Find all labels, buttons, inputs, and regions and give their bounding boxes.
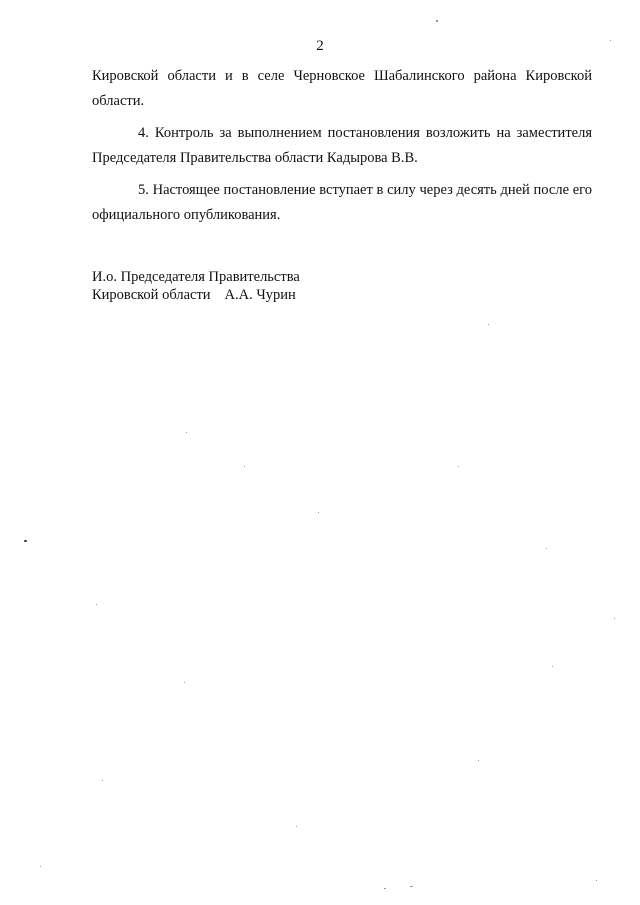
paragraph-continuation: Кировской области и в селе Черновское Шабалинского района Кировской области.	[92, 68, 592, 109]
scan-speck	[488, 324, 489, 325]
scan-speck	[546, 548, 547, 549]
paragraph-item-4: 4. Контроль за выполнением постановления возложить на заместителя Председателя Правительства области Кадырова В.В.	[92, 125, 592, 166]
scan-speck	[458, 466, 459, 467]
page-number: 2	[316, 38, 324, 54]
scan-speck	[102, 780, 103, 781]
signatory-region: Кировской области	[92, 287, 211, 303]
scan-speck	[186, 432, 187, 433]
scan-speck	[24, 540, 27, 542]
signatory-name: А.А. Чурин	[224, 287, 296, 303]
scan-speck	[318, 512, 319, 513]
scan-speck	[596, 880, 597, 881]
scan-speck	[96, 604, 97, 605]
scan-speck	[244, 466, 245, 467]
scan-speck	[184, 682, 185, 683]
document-body	[92, 64, 592, 235]
scan-speck	[40, 866, 41, 867]
scan-speck	[436, 20, 438, 22]
scan-speck	[296, 826, 297, 827]
scan-speck	[610, 40, 611, 41]
scan-speck	[410, 886, 413, 887]
signatory-title-line-1: И.о. Председателя Правительства	[92, 269, 300, 285]
scan-speck	[552, 666, 553, 667]
paragraph-item-5: 5. Настоящее постановление вступает в силу через десять дней после его официального опубликования.	[92, 182, 592, 223]
scan-speck	[614, 618, 615, 619]
signature-block	[92, 268, 492, 304]
scan-speck	[384, 888, 386, 889]
scan-speck	[478, 760, 479, 761]
signatory-title-line-2	[92, 286, 492, 304]
